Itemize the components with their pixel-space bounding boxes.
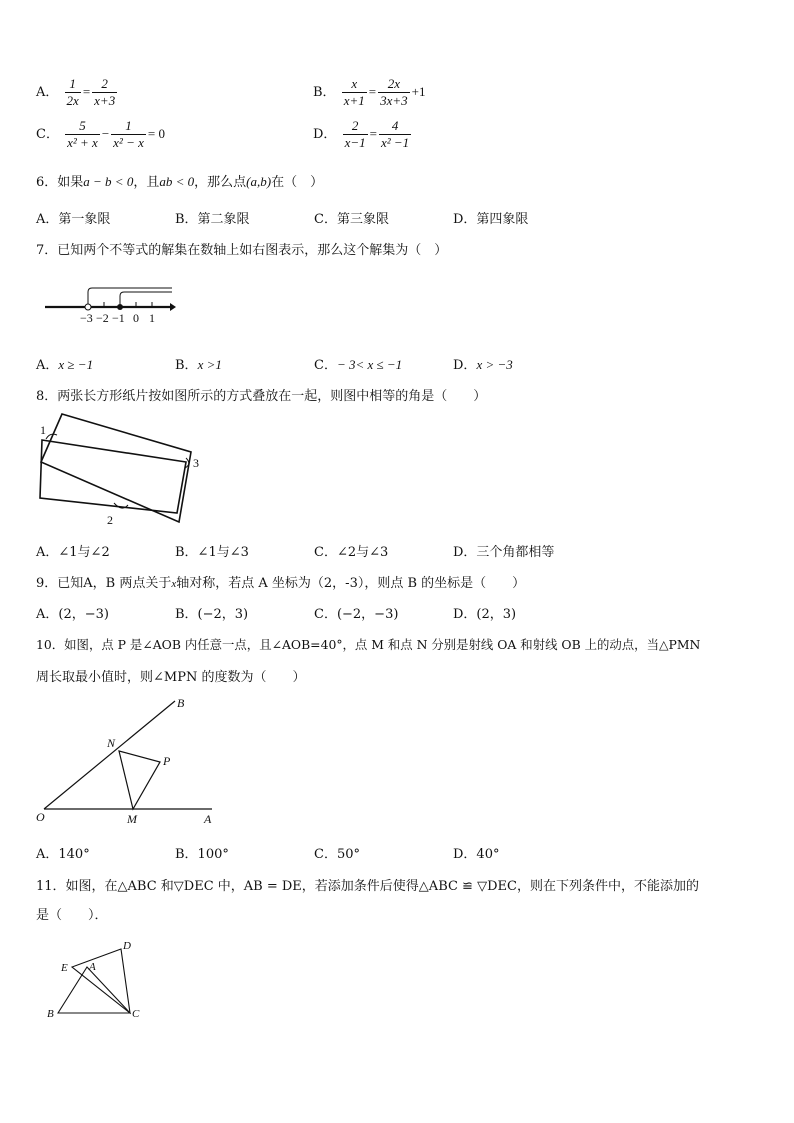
q8-option-d[interactable]: D．三个角都相等 xyxy=(453,545,555,560)
q10-option-b[interactable]: B．100° xyxy=(175,847,229,862)
q5-option-c[interactable]: C． $\frac{5}{\text{x² + x}}$ − $\frac{1}{\text{x² − x}}$ = 0 xyxy=(36,118,165,150)
tick-label: −2 xyxy=(96,311,109,325)
point-label-a: A xyxy=(89,961,96,973)
solution-ray-open xyxy=(88,288,172,304)
q10-angle-figure xyxy=(34,695,234,830)
fraction: $\frac{2}{x+3}$ xyxy=(94,76,116,108)
ray-ob xyxy=(44,701,175,809)
angle-label: 2 xyxy=(107,513,113,527)
point-label-e: E xyxy=(61,962,68,974)
point-label-n: N xyxy=(107,736,116,750)
q6-stem: 6．如果a − b < 0，且ab < 0，那么点(a,b)在（ ） xyxy=(36,174,324,190)
rectangle-horizontal xyxy=(40,440,186,513)
q10-stem-line2: 周长取最小值时，则∠MPN 的度数为（ ） xyxy=(36,670,306,685)
q10-option-c[interactable]: C．50° xyxy=(314,847,360,862)
tick-label: 0 xyxy=(133,311,139,325)
q9-option-c[interactable]: C．(−2，−3) xyxy=(314,607,399,622)
q7-option-c[interactable]: C．− 3< x ≤ −1 xyxy=(314,357,403,373)
q9-option-a[interactable]: A．(2，−3) xyxy=(36,607,109,622)
fraction: $\frac{4}{\text{x² −1}}$ xyxy=(380,118,410,150)
option-label: C． xyxy=(36,127,59,142)
point-label-b: B xyxy=(47,1008,54,1020)
axis-arrow-icon xyxy=(170,303,176,311)
q11-stem-line1: 11．如图，在△ABC 和▽DEC 中，AB = DE，若添加条件后使得△ABC ≌ ▽DEC，则在下列条件中，不能添加的 xyxy=(36,879,699,894)
point-label-a: A xyxy=(204,812,212,826)
option-label: B． xyxy=(313,85,336,100)
q5-option-a[interactable]: A． $\frac{1}{2x}$ = $\frac{2}{x+3}$ xyxy=(36,76,116,108)
q9-option-d[interactable]: D．(2，3) xyxy=(453,607,517,622)
tick-label: −3 xyxy=(80,311,93,325)
option-label: A． xyxy=(36,85,59,100)
point-label-b: B xyxy=(177,696,185,710)
solution-ray-closed xyxy=(120,292,172,304)
point-label-p: P xyxy=(163,754,171,768)
q11-stem-line2: 是（ ）． xyxy=(36,908,108,923)
fraction: $\frac{5}{\text{x² + x}}$ xyxy=(67,118,98,150)
fraction: $\frac{x}{x+1}$ xyxy=(343,76,365,108)
fraction: $\frac{2}{x-1}$ xyxy=(344,118,366,150)
point-label-o: O xyxy=(36,810,45,824)
fraction: $\frac{2x}{3x+3}$ xyxy=(380,76,408,108)
q8-rectangles-figure xyxy=(36,412,216,532)
q7-option-b[interactable]: B．x >1 xyxy=(175,357,222,373)
triangle-abc xyxy=(58,967,130,1013)
q5-option-d[interactable]: D． $\frac{2}{x-1}$ = $\frac{4}{\text{x² −1}}$ xyxy=(313,118,410,150)
q8-option-c[interactable]: C．∠2与∠3 xyxy=(314,545,389,560)
q5-option-b[interactable]: B． $\frac{x}{x+1}$ = $\frac{2x}{3x+3}$ +1 xyxy=(313,76,426,108)
q10-stem-line1: 10．如图，点 P 是∠AOB 内任意一点，且∠AOB=40°，点 M 和点 N 分别是射线 OA 和射线 OB 上的动点，当△PMN xyxy=(36,637,701,652)
q7-option-a[interactable]: A．x ≥ −1 xyxy=(36,357,94,373)
point-label-c: C xyxy=(132,1008,140,1020)
q9-stem: 9．已知A，B 两点关于x轴对称，若点 A 坐标为（2，-3），则点 B 的坐标是（ ） xyxy=(36,576,526,591)
q6-option-c[interactable]: C．第三象限 xyxy=(314,212,389,227)
q8-option-b[interactable]: B．∠1与∠3 xyxy=(175,545,249,560)
q6-option-b[interactable]: B．第二象限 xyxy=(175,212,250,227)
q6-option-d[interactable]: D．第四象限 xyxy=(453,212,529,227)
q7-stem: 7．已知两个不等式的解集在数轴上如右图表示，那么这个解集为（ ） xyxy=(36,243,448,258)
q10-option-a[interactable]: A．140° xyxy=(36,847,90,862)
closed-point xyxy=(117,304,123,310)
triangle-pmn xyxy=(119,751,160,809)
angle-label: 1 xyxy=(40,423,46,437)
open-point xyxy=(85,304,91,310)
q7-option-d[interactable]: D．x > −3 xyxy=(453,357,513,373)
angle-label: 3 xyxy=(193,456,199,470)
q8-stem: 8．两张长方形纸片按如图所示的方式叠放在一起，则图中相等的角是（ ） xyxy=(36,389,487,404)
q6-option-a[interactable]: A．第一象限 xyxy=(36,212,111,227)
fraction: $\frac{1}{2x}$ xyxy=(66,76,79,108)
point-label-d: D xyxy=(123,940,131,952)
q7-number-line-figure xyxy=(40,280,180,325)
q8-option-a[interactable]: A．∠1与∠2 xyxy=(36,545,110,560)
q11-triangles-figure xyxy=(44,937,154,1027)
q9-option-b[interactable]: B．(−2，3) xyxy=(175,607,249,622)
point-label-m: M xyxy=(127,812,137,826)
option-label: D． xyxy=(313,127,337,142)
q10-option-d[interactable]: D．40° xyxy=(453,847,500,862)
tick-label: 1 xyxy=(149,311,155,325)
fraction: $\frac{1}{\text{x² − x}}$ xyxy=(113,118,144,150)
tick-label: −1 xyxy=(112,311,125,325)
